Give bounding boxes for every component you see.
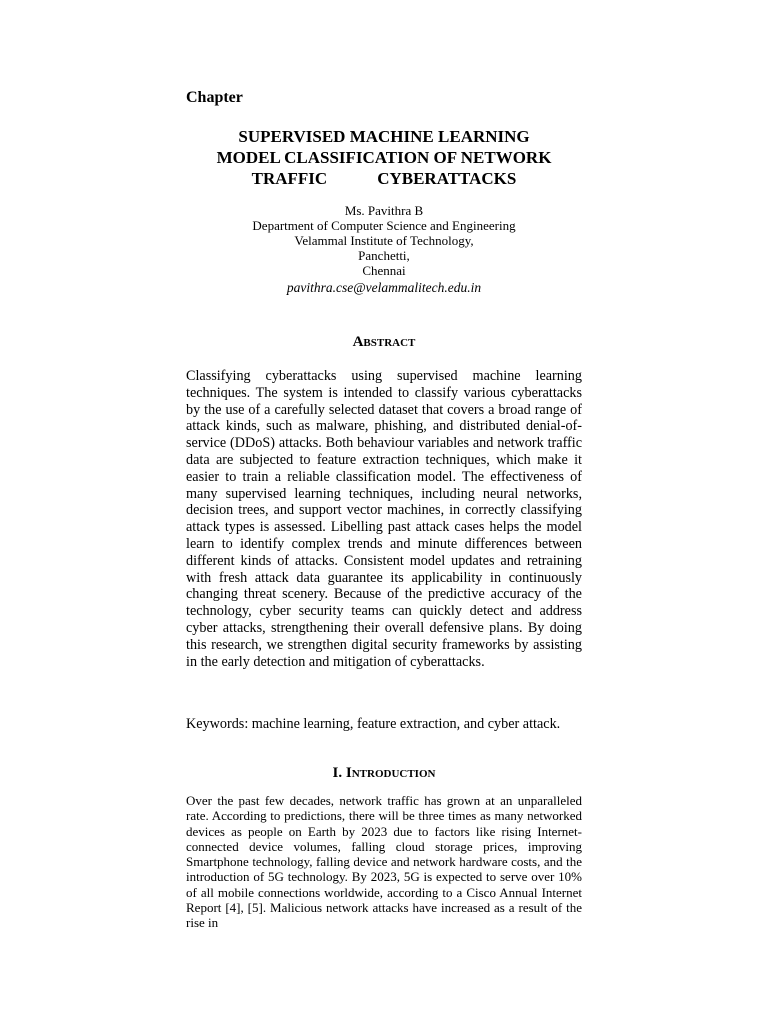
- keywords: Keywords: machine learning, feature extraction, and cyber attack.: [186, 716, 561, 732]
- author-place: Panchetti,: [358, 248, 410, 263]
- title-line-3-part-a: TRAFFIC: [251, 169, 328, 188]
- author-name: Ms. Pavithra B: [344, 203, 424, 218]
- title-line-3-part-b: CYBERATTACKS: [377, 169, 517, 188]
- title-line-1: SUPERVISED MACHINE LEARNING: [238, 127, 530, 146]
- title-line-2: MODEL CLASSIFICATION OF NETWORK: [216, 148, 552, 167]
- author-block: [186, 203, 582, 297]
- introduction-text: Over the past few decades, network traffic has grown at an unparalleled rate. According to predictions, there will be three times as many networked devices as people on Earth by 2023 due to factors like rising Internet-connected device volumes, falling cloud storage prices, improving Smartphone technology, falling device and network hardware costs, and the introduction of 5G technology. By 2023, 5G is expected to serve over 10% of all mobile connections worldwide, according to a Cisco Annual Internet Report [4], [5]. Malicious network attacks have increased as a result of the rise in: [186, 793, 582, 931]
- chapter-label: Chapter: [186, 89, 243, 106]
- introduction-heading: I. Introduction: [332, 765, 436, 781]
- abstract-text: Classifying cyberattacks using supervised machine learning techniques. The system is intended to classify various cyberattacks by the use of a carefully selected dataset that covers a broad range of attack kinds, such as malware, phishing, and distributed denial-of-service (DDoS) attacks. Both behaviour variables and network traffic data are subjected to feature extraction techniques, which make it easier to train a reliable classification model. The effectiveness of many supervised learning techniques, including neural networks, decision trees, and support vector machines, in correctly classifying attack types is assessed. Libelling past attack cases helps the model learn to identify complex trends and minute differences between different kinds of attacks. Consistent model updates and retraining with fresh attack data guarantee its applicability in continuously changing threat scenery. Because of the predictive accuracy of the technology, cyber security teams can quickly detect and address cyber attacks, strengthening their overall defensive plans. By doing this research, we strengthen digital security frameworks by assisting in the early detection and mitigation of cyberattacks.: [186, 368, 582, 670]
- title-line-3: [186, 168, 582, 189]
- author-email: pavithra.cse@velammalitech.edu.in: [286, 280, 482, 295]
- author-department: Department of Computer Science and Engineering: [252, 218, 516, 233]
- abstract-heading: Abstract: [352, 334, 416, 350]
- author-institute: Velammal Institute of Technology,: [294, 233, 474, 248]
- paper-title: [186, 126, 582, 189]
- author-city: Chennai: [362, 263, 406, 278]
